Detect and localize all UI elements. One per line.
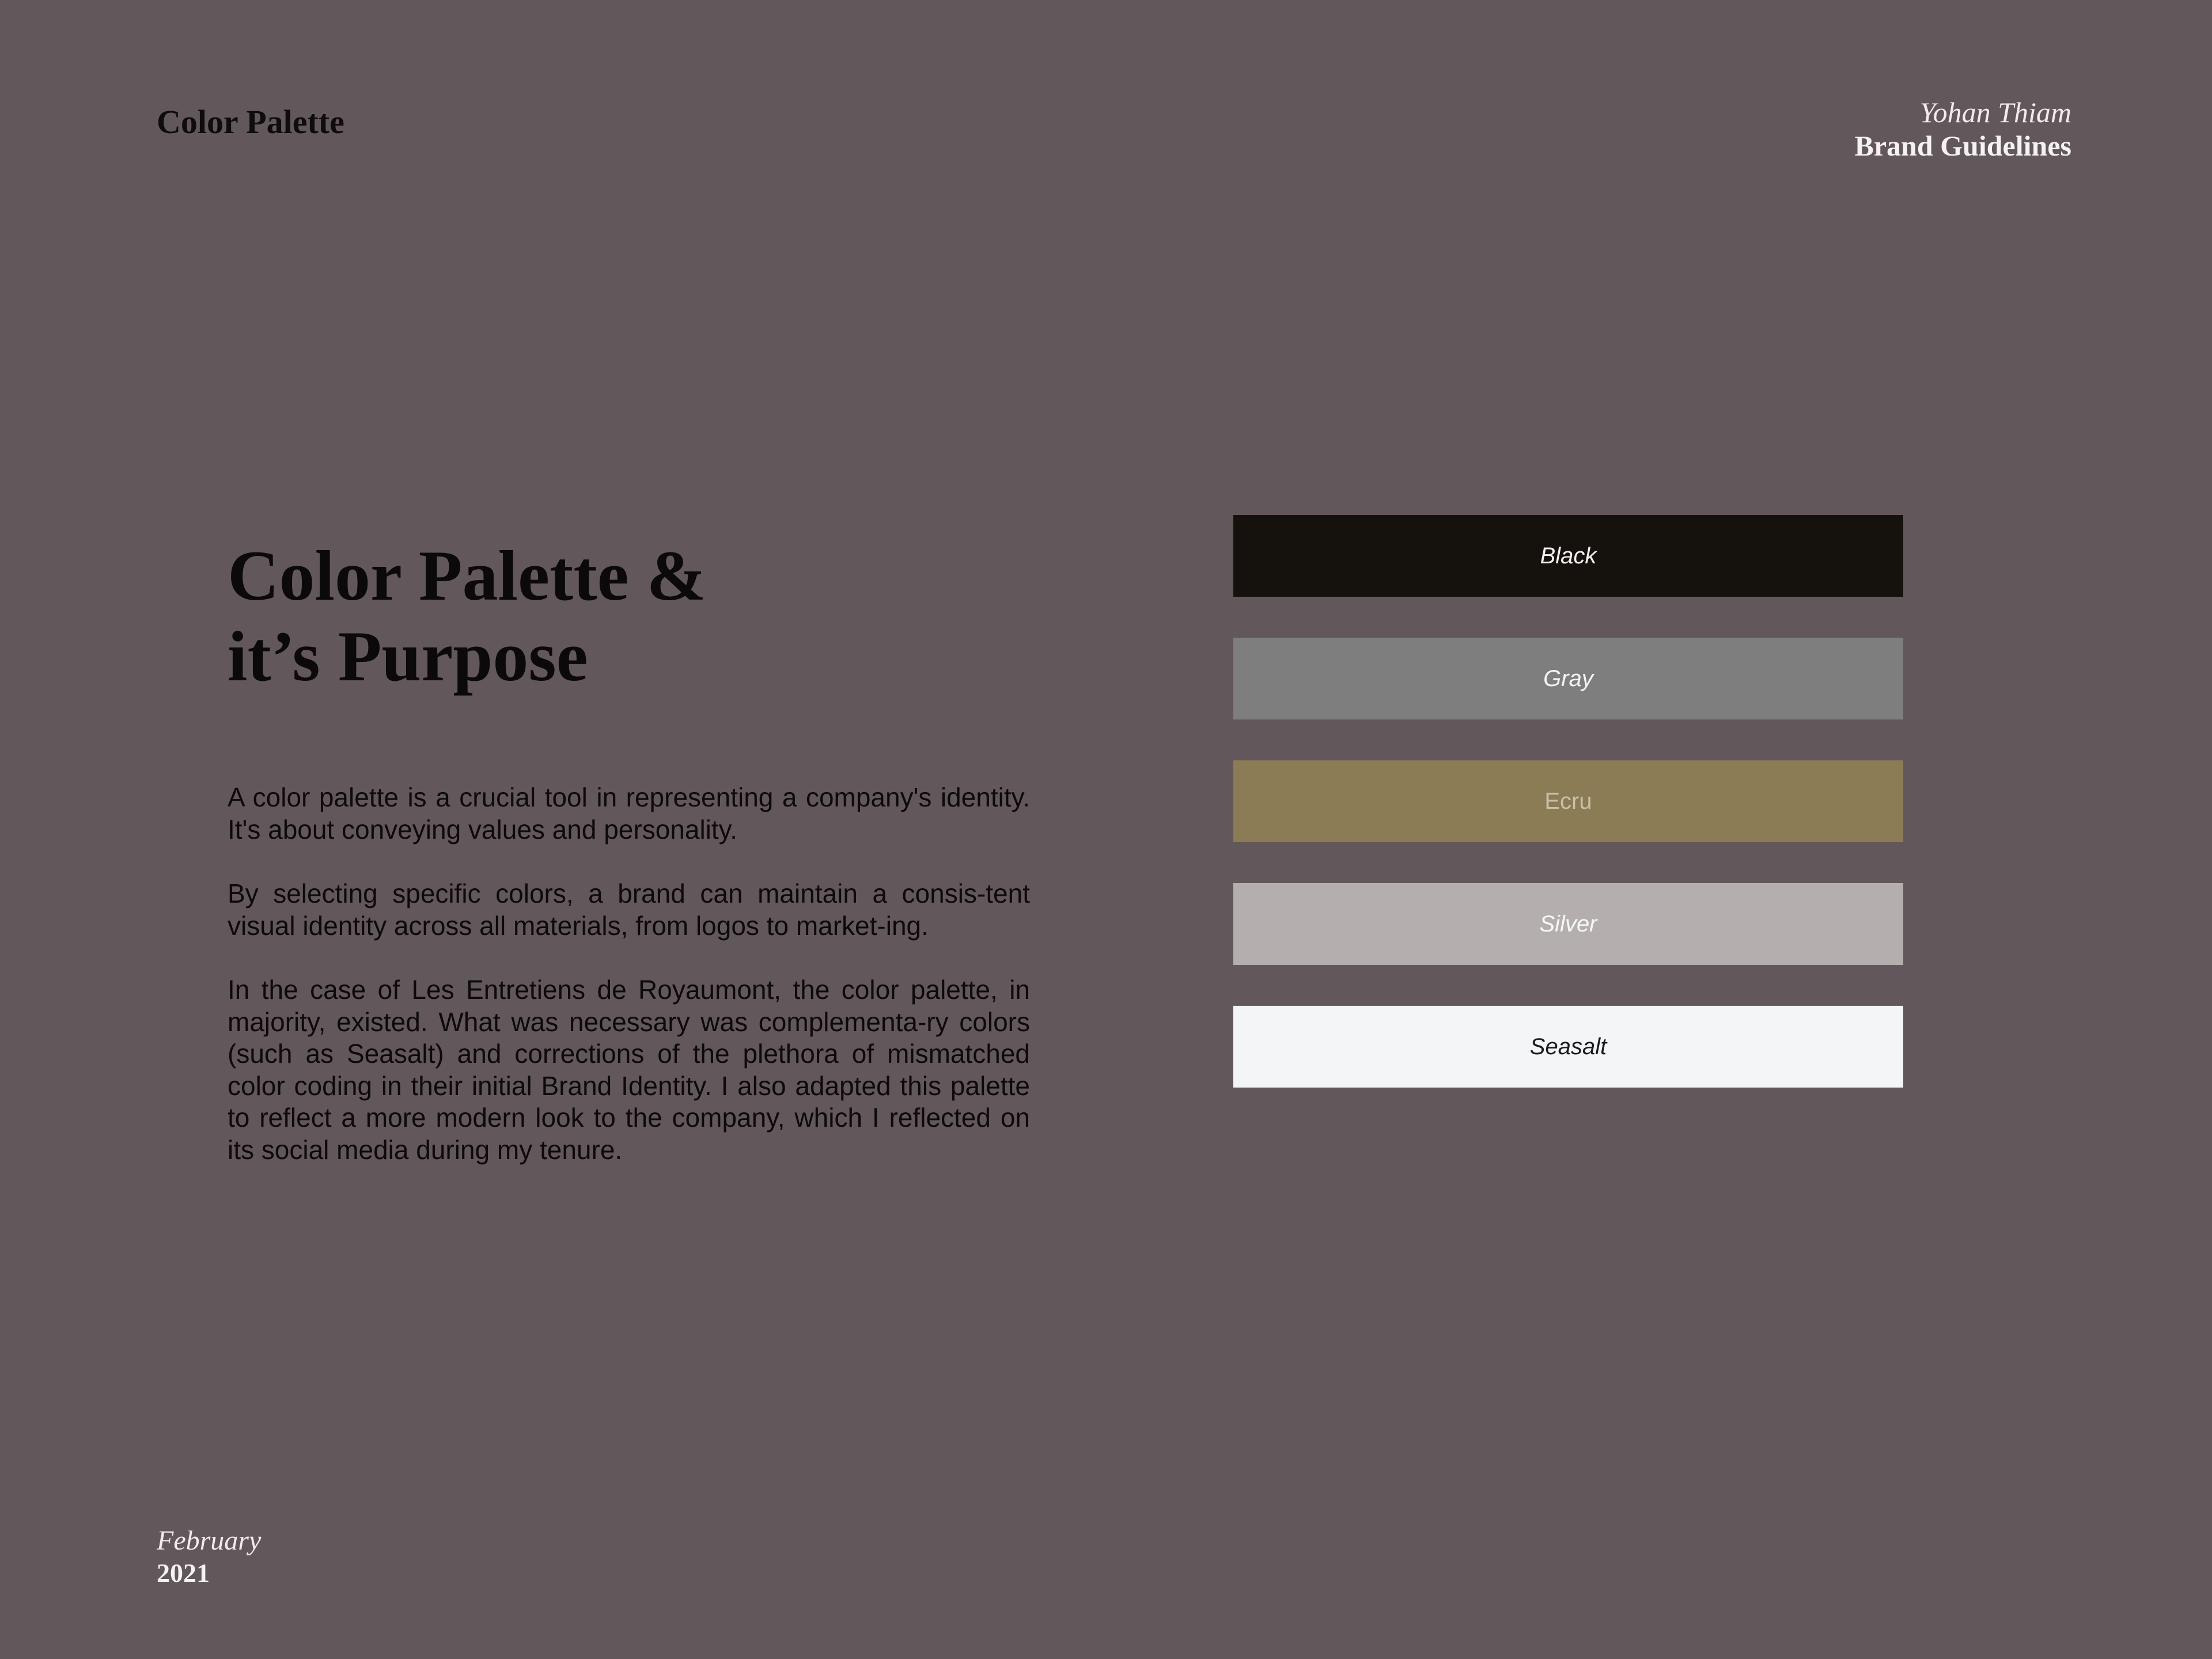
swatch-label: Seasalt [1529,1033,1607,1059]
swatch-silver [1233,883,1903,965]
heading-line-2: it’s Purpose [228,617,588,696]
footer-month: February [157,1525,262,1556]
swatch-ecru [1233,760,1903,842]
body-text [228,782,1030,1198]
footer-year: 2021 [157,1558,210,1588]
footer-date [157,1525,261,1589]
document-title: Brand Guidelines [1854,130,2071,162]
swatch-label: Gray [1543,665,1593,691]
swatch-seasalt [1233,1006,1903,1088]
page-heading [228,536,861,697]
document-info [1855,96,2072,162]
section-label: Color Palette [157,103,344,141]
swatch-label: Silver [1539,911,1597,937]
swatch-gray [1233,638,1903,719]
paragraph: In the case of Les Entretiens de Royaumont, the color palette, in majority, existed. What was necessary was complementa-ry colors (such as Seasalt) and corrections of the plethora of mismatched color coding in their initial Brand Identity. I also adapted this palette to reflect a more modern look to the company, which I reflected on its social media during my tenure. [228,975,1030,1165]
paragraph: By selecting specific colors, a brand can maintain a consis-tent visual identity across all materials, from logos to market-ing. [228,878,1030,941]
author-name: Yohan Thiam [1919,96,2071,128]
color-swatch-list [1233,515,1903,1128]
swatch-label: Black [1540,543,1597,569]
heading-line-1: Color Palette & [228,536,706,615]
swatch-label: Ecru [1544,788,1592,814]
swatch-black [1233,515,1903,597]
paragraph: A color palette is a crucial tool in representing a company's identity. It's about conveying values and personality. [228,782,1030,844]
